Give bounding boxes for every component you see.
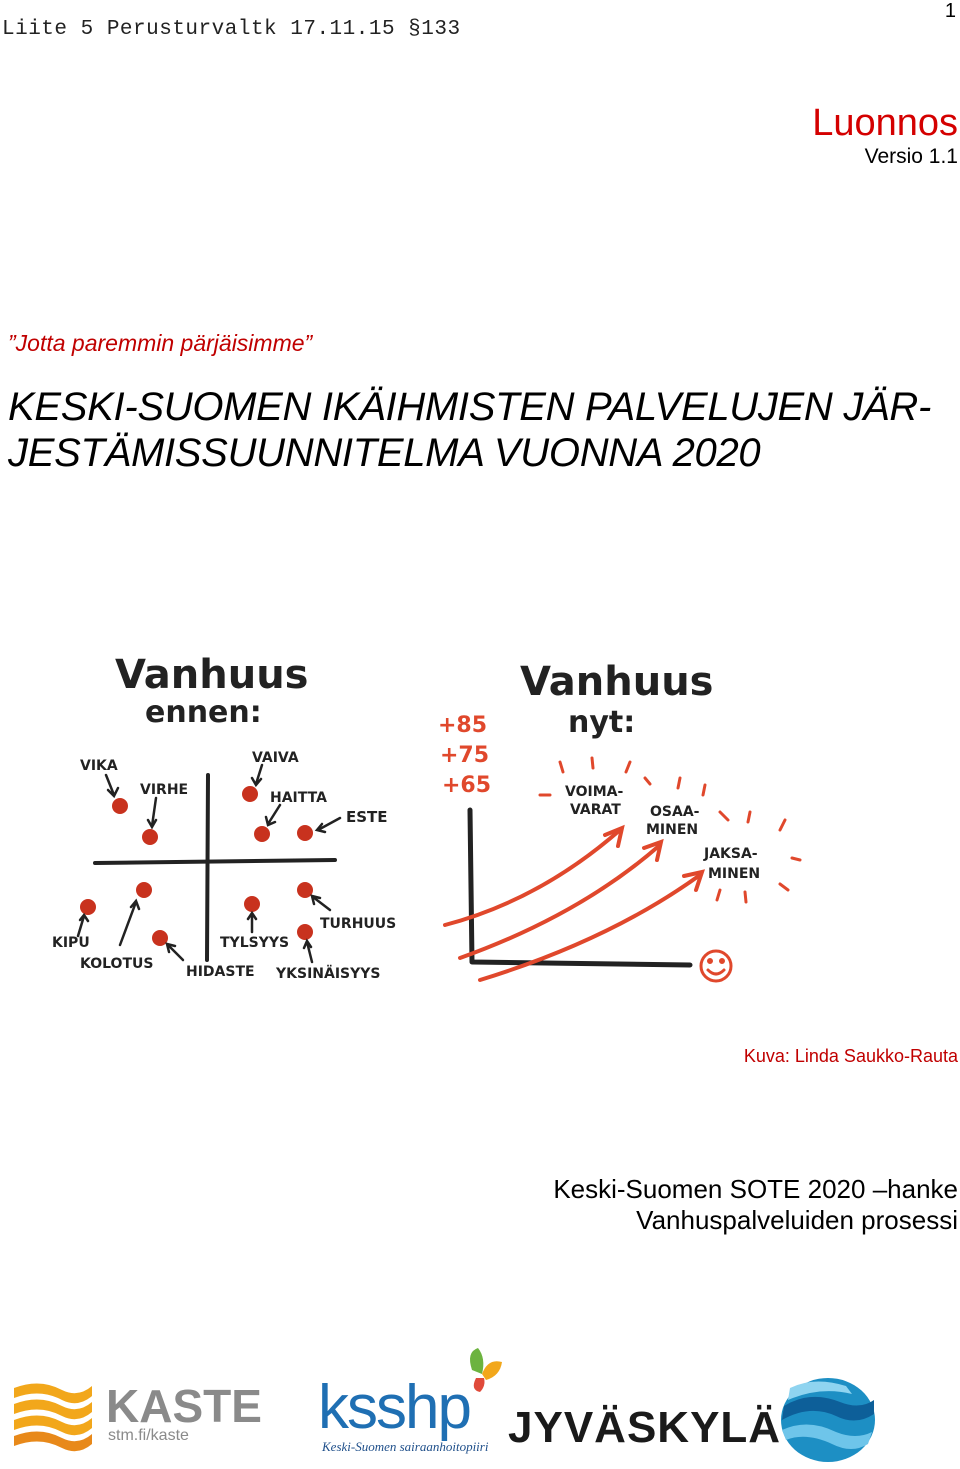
- page-number: 1: [944, 0, 956, 22]
- horizontal-axis: [95, 860, 335, 863]
- word-haitta: HAITTA: [270, 790, 327, 806]
- right-heading-1: Vanhuus: [520, 659, 714, 705]
- rising-arrows: [445, 828, 702, 980]
- word-minen-2: MINEN: [708, 866, 761, 882]
- age-85: +85: [438, 713, 488, 738]
- word-turhuus: TURHUUS: [320, 916, 397, 932]
- right-panel: [438, 659, 800, 981]
- kaste-logo: [14, 1380, 262, 1451]
- kaste-wordmark: KASTE: [106, 1380, 262, 1432]
- project-info: [553, 1174, 958, 1236]
- word-osaa: OSAA-: [650, 804, 700, 820]
- word-jaksa: JAKSA-: [704, 846, 758, 862]
- age-65: +65: [442, 773, 492, 798]
- word-minen-1: MINEN: [646, 822, 699, 838]
- jyvaskyla-logo: [508, 1378, 875, 1462]
- dot: [244, 896, 260, 912]
- dot: [242, 786, 258, 802]
- document-subtitle: ”Jotta paremmin pärjäisimme”: [8, 330, 313, 356]
- document-title: [8, 384, 958, 476]
- resource-words: [565, 784, 760, 882]
- project-line-2: Vanhuspalveluiden prosessi: [636, 1205, 958, 1235]
- arrow-2: [460, 845, 660, 958]
- dot: [297, 825, 313, 841]
- left-heading-1: Vanhuus: [115, 652, 309, 698]
- butterfly-icon: [470, 1348, 502, 1392]
- project-line-1: Keski-Suomen SOTE 2020 –hanke: [553, 1174, 958, 1204]
- word-tylsyys: TYLSYYS: [220, 935, 290, 951]
- word-hidaste: HIDASTE: [186, 964, 255, 980]
- vertical-axis: [207, 775, 208, 960]
- partner-logos: [0, 1340, 960, 1469]
- word-voima: VOIMA-: [565, 784, 624, 800]
- age-75: +75: [440, 743, 490, 768]
- age-labels: [438, 713, 491, 798]
- left-heading-2: ennen:: [145, 695, 262, 730]
- title-line-2: JESTÄMISSUUNNITELMA VUONNA 2020: [8, 431, 761, 475]
- image-credit: Kuva: Linda Saukko-Rauta: [743, 1046, 958, 1066]
- dot: [152, 930, 168, 946]
- lake-waves-icon: [781, 1378, 875, 1462]
- dot: [297, 924, 313, 940]
- title-line-1: KESKI-SUOMEN IKÄIHMISTEN PALVELUJEN JÄR-: [8, 385, 932, 429]
- right-heading-2: nyt:: [568, 705, 636, 740]
- header-reference: Liite 5 Perusturvaltk 17.11.15 §133: [2, 18, 461, 41]
- word-kolotus: KOLOTUS: [80, 956, 154, 972]
- dot: [136, 882, 152, 898]
- left-panel: [52, 652, 396, 982]
- word-yksinaisyys: YKSINÄISYYS: [276, 966, 381, 982]
- ksshp-logo: [318, 1348, 502, 1454]
- word-vika: VIKA: [80, 758, 118, 774]
- word-kipu: KIPU: [52, 935, 90, 951]
- dot: [254, 826, 270, 842]
- problem-words: [52, 750, 396, 982]
- ksshp-fullname: Keski-Suomen sairaanhoitopiiri: [322, 1439, 489, 1454]
- word-vaiva: VAIVA: [252, 750, 299, 766]
- word-virhe: VIRHE: [140, 782, 189, 798]
- jyvaskyla-wordmark: JYVÄSKYLÄ: [508, 1403, 782, 1452]
- word-este: ESTE: [346, 808, 388, 826]
- draft-label: Luonnos: [812, 102, 958, 144]
- ksshp-wordmark: ksshp: [318, 1373, 470, 1442]
- kaste-url: stm.fi/kaste: [108, 1427, 189, 1444]
- word-varat: VARAT: [570, 802, 621, 818]
- aging-illustration: [40, 640, 840, 990]
- dot: [80, 899, 96, 915]
- dot: [142, 829, 158, 845]
- kaste-sun-icon: [14, 1383, 92, 1451]
- dot: [297, 882, 313, 898]
- smiley-icon: [701, 951, 731, 981]
- version-label: Versio 1.1: [864, 145, 958, 168]
- dot: [112, 798, 128, 814]
